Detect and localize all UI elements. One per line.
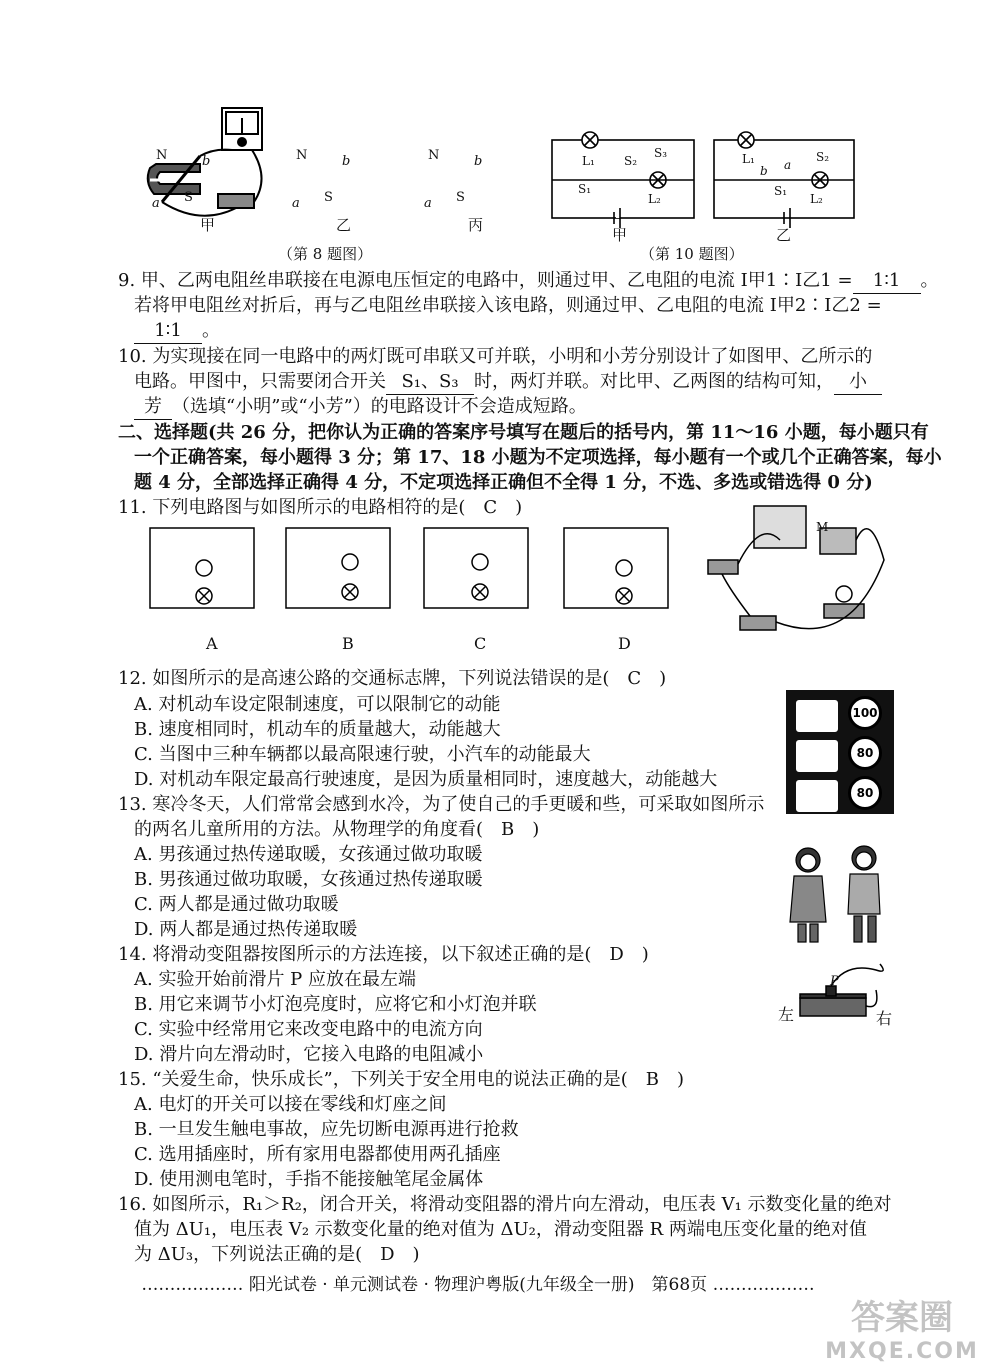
rheostat-figure — [776, 962, 896, 1032]
bus-icon — [796, 740, 838, 772]
speed-limit-truck: 80 — [848, 776, 882, 810]
q11-option-C: C — [474, 634, 487, 653]
magnet-s-label-1: S — [184, 190, 193, 205]
fig10-jia-L1: L₁ — [582, 154, 595, 168]
footer-dots-right: ……………… — [712, 1275, 815, 1295]
q13-stem-1: 13. 寒冷冬天，人们常常会感到水冷，为了使自己的手更暖和些，可采取如图所示 — [118, 794, 765, 815]
watermark-line-2: MXQE.COM — [825, 1339, 979, 1364]
rheostat-p-label: P — [830, 974, 839, 989]
wire-a-label-2: a — [292, 196, 300, 211]
q11-circuits-drawing — [140, 520, 680, 630]
q14-option-D: D. 滑片向左滑动时，它接入电路的电阻减小 — [134, 1044, 484, 1065]
q13-option-D: D. 两人都是通过热传递取暖 — [134, 919, 358, 940]
fig10-label-jia: 甲 — [612, 226, 628, 244]
fig10-yi-a: a — [784, 158, 792, 172]
fig10-jia-L2: L₂ — [648, 192, 661, 206]
fig10-jia-S3: S₃ — [654, 146, 668, 160]
fig10-yi-L2: L₂ — [810, 192, 823, 206]
q15-option-C: C. 选用插座时，所有家用电器都使用两孔插座 — [134, 1144, 501, 1165]
fig10-jia-S1: S₁ — [578, 182, 592, 196]
q10-line-3 — [134, 394, 960, 420]
figure-10-drawing — [548, 128, 860, 238]
q14-option-C: C. 实验中经常用它来改变电路中的电流方向 — [134, 1019, 483, 1040]
figure-8-caption: （第 8 题图） — [278, 245, 373, 263]
children-drawing — [776, 836, 896, 948]
magnet-n-label-3: N — [428, 148, 440, 163]
sign-row-car — [792, 696, 888, 732]
q9-line-1 — [118, 268, 960, 294]
fig10-yi-b: b — [760, 164, 768, 178]
q11-circuit-options — [140, 520, 680, 660]
q13-option-B: B. 男孩通过做功取暖，女孩通过热传递取暖 — [134, 869, 483, 890]
q12-option-B: B. 速度相同时，机动车的质量越大，动能越大 — [134, 719, 501, 740]
q9-text-1-end: 。 — [920, 270, 939, 291]
q11-option-A: A — [206, 634, 218, 653]
q15-option-A: A. 电灯的开关可以接在零线和灯座之间 — [134, 1094, 447, 1115]
q11-real-circuit-drawing — [700, 500, 900, 650]
section-2-header-3: 题 4 分，全部选择正确得 4 分，不定项选择正确但不全得 1 分，不选、多选或错选得 0 分) — [134, 472, 873, 493]
figure-10-caption: （第 10 题图） — [640, 245, 744, 263]
fig10-label-yi: 乙 — [776, 226, 792, 244]
q13-option-C: C. 两人都是通过做功取暖 — [134, 894, 339, 915]
q14-stem: 14. 将滑动变阻器按图所示的方法连接，以下叙述正确的是( D ) — [118, 944, 649, 965]
q14-option-B: B. 用它来调节小灯泡亮度时，应将它和小灯泡并联 — [134, 994, 537, 1015]
q9-line-2: 若将甲电阻丝对折后，再与乙电阻丝串联接入该电路，则通过甲、乙电阻的电流 I甲2∶I乙2 = — [134, 295, 882, 316]
q11-real-circuit-figure — [700, 500, 900, 650]
q9-text-1: 9. 甲、乙两电阻丝串联接在电源电压恒定的电路中，则通过甲、乙电阻的电流 I甲1∶I乙1 = — [118, 270, 853, 291]
fig10-jia-S2: S₂ — [624, 154, 638, 168]
q12-stem: 12. 如图所示的是高速公路的交通标志牌，下列说法错误的是( C ) — [118, 668, 667, 689]
figure-8 — [140, 98, 540, 238]
q10-answer-2a: 小 — [834, 369, 882, 395]
figure-10 — [548, 128, 860, 244]
q11-stem: 11. 下列电路图与如图所示的电路相符的是( C ) — [118, 497, 523, 518]
magnet-s-label-3: S — [456, 190, 465, 205]
wire-b-label-3: b — [474, 154, 483, 169]
q14-option-A: A. 实验开始前滑片 P 应放在最左端 — [134, 969, 416, 990]
section-2-header-1: 二、选择题(共 26 分，把你认为正确的答案序号填写在题后的括号内，第 11～16 小题，每小题只有 — [118, 422, 929, 443]
q16-line-3: 为 ΔU₃，下列说法正确的是( D ) — [134, 1244, 420, 1265]
magnet-s-label-2: S — [324, 190, 333, 205]
magnet-n-label-2: N — [296, 148, 308, 163]
q10-line-1: 10. 为实现接在同一电路中的两灯既可串联又可并联，小明和小芳分别设计了如图甲、乙所示的 — [118, 346, 873, 367]
q12-option-C: C. 当图中三种车辆都以最高限速行驶，小汽车的动能最大 — [134, 744, 591, 765]
q11-motor-label: M — [816, 520, 829, 534]
fig10-yi-L1: L₁ — [742, 152, 755, 166]
figure-8-label-jia: 甲 — [200, 216, 216, 234]
q10-text-2a: 电路。甲图中，只需要闭合开关 — [134, 371, 386, 392]
footer-dots-left: ……………… — [141, 1275, 244, 1295]
watermark-line-1: 答案圈 — [851, 1298, 953, 1338]
rheostat-right-label: 右 — [876, 1009, 893, 1028]
speed-limit-bus: 80 — [848, 736, 882, 770]
q9-answer-2: 1∶1 — [134, 318, 202, 344]
sign-row-bus — [792, 736, 888, 772]
q15-option-B: B. 一旦发生触电事故，应先切断电源再进行抢救 — [134, 1119, 519, 1140]
q10-text-2b: 时，两灯并联。对比甲、乙两图的结构可知， — [474, 371, 834, 392]
speed-limit-car: 100 — [848, 696, 882, 730]
q11-option-B: B — [342, 634, 354, 653]
footer-text: 阳光试卷 · 单元测试卷 · 物理沪粤版(九年级全一册) 第68页 — [248, 1275, 708, 1295]
q12-option-A: A. 对机动车设定限制速度，可以限制它的动能 — [134, 694, 501, 715]
q10-text-3b: （选填“小明”或“小芳”）的电路设计不会造成短路。 — [172, 396, 587, 417]
q10-answer-2b: 芳 — [134, 394, 172, 420]
wire-b-label-1: b — [202, 154, 211, 169]
figure-8-label-yi: 乙 — [336, 216, 352, 234]
q16-line-2: 值为 ΔU₁，电压表 V₂ 示数变化量的绝对值为 ΔU₂，滑动变阻器 R 两端电压变化量的绝对值 — [134, 1219, 867, 1240]
fig10-yi-S1: S₁ — [774, 184, 788, 198]
q9-answer-1: 1∶1 — [853, 268, 921, 294]
q15-option-D: D. 使用测电笔时，手指不能接触笔尾金属体 — [134, 1169, 484, 1190]
q10-answer-1: S₁、S₃ — [386, 369, 474, 395]
rheostat-left-label: 左 — [778, 1005, 795, 1024]
wire-a-label-1: a — [152, 196, 160, 211]
q11-option-D: D — [618, 634, 631, 653]
section-2-header-2: 一个正确答案，每小题得 3 分；第 17、18 小题为不定项选择，每小题有一个或几个正确答案，每小 — [134, 447, 942, 468]
fig10-yi-S2: S₂ — [816, 150, 830, 164]
children-figure — [776, 836, 896, 948]
q13-stem-2: 的两名儿童所用的方法。从物理学的角度看( B ) — [134, 819, 540, 840]
page-footer — [118, 1270, 838, 1295]
q9-text-3-end: 。 — [202, 320, 220, 341]
wire-a-label-3: a — [424, 196, 432, 211]
figure-8-label-bing: 丙 — [468, 216, 484, 234]
watermark-logo — [810, 1290, 994, 1368]
magnet-n-label-1: N — [156, 148, 168, 163]
q9-line-3 — [134, 318, 960, 344]
q16-line-1: 16. 如图所示，R₁＞R₂，闭合开关，将滑动变阻器的滑片向左滑动，电压表 V₁ 示数变化量的绝对 — [118, 1194, 892, 1215]
q15-stem: 15. “关爱生命，快乐成长”，下列关于安全用电的说法正确的是( B ) — [118, 1069, 685, 1090]
car-icon — [796, 700, 838, 732]
q10-line-2 — [134, 369, 960, 395]
q12-option-D: D. 对机动车限定最高行驶速度，是因为质量相同时，速度越大，动能越大 — [134, 769, 718, 790]
q13-option-A: A. 男孩通过热传递取暖，女孩通过做功取暖 — [134, 844, 483, 865]
wire-b-label-2: b — [342, 154, 351, 169]
